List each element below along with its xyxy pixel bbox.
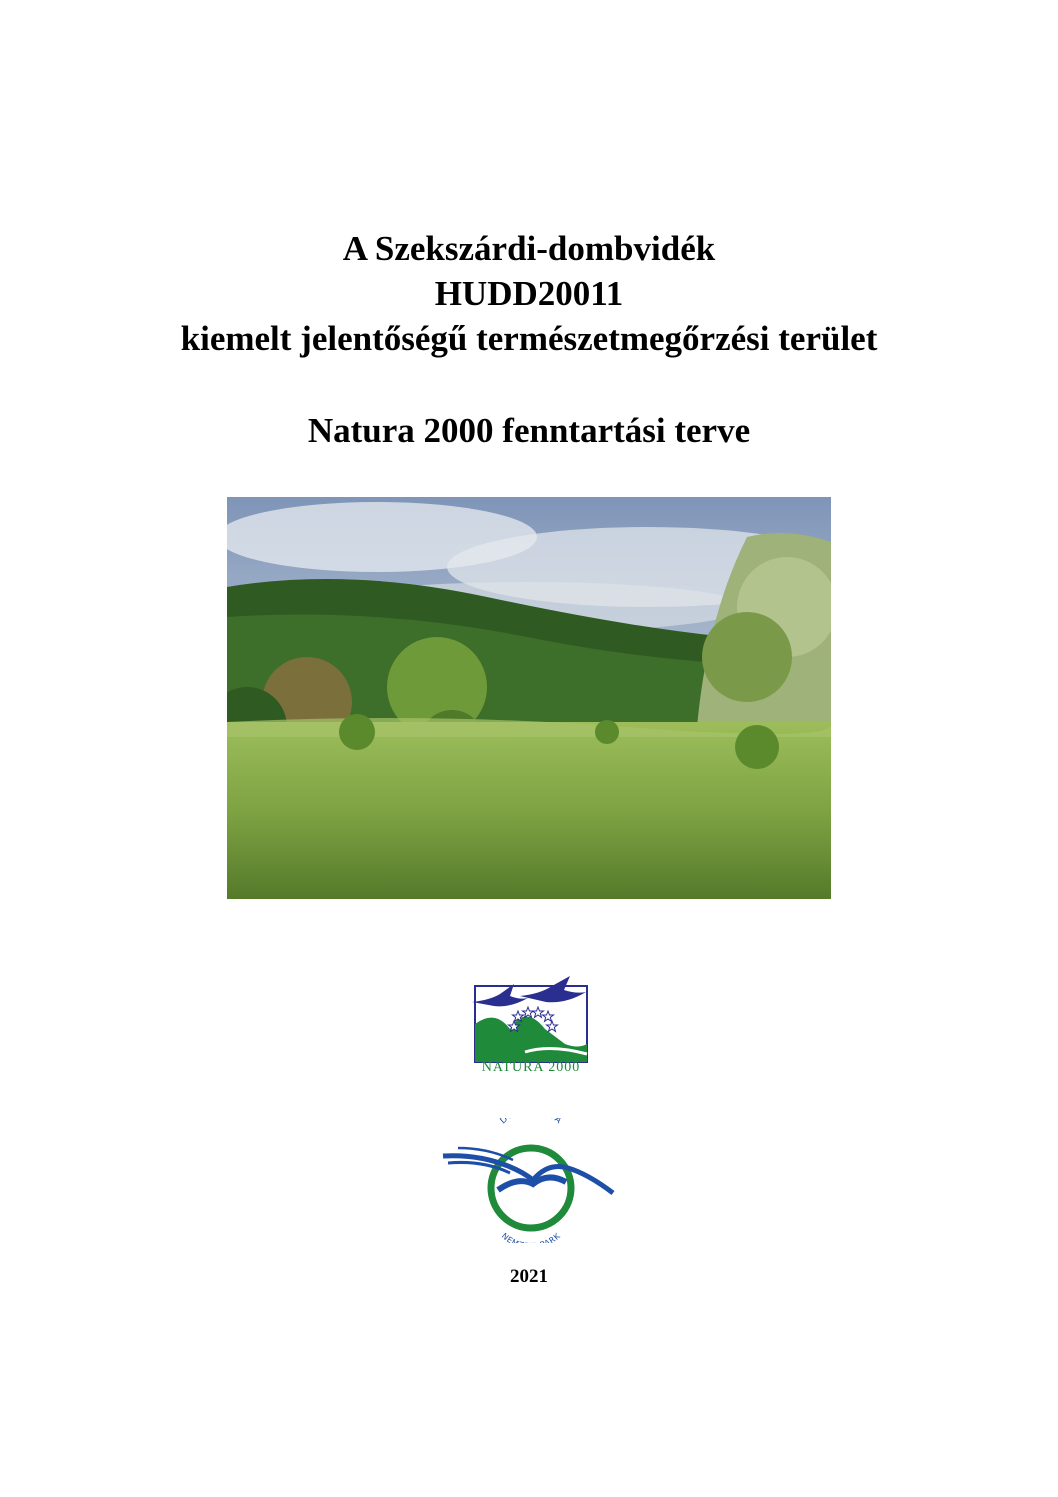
svg-text:NEMZETI PARK	[500, 1231, 562, 1243]
title-line-1: A Szekszárdi-dombvidék	[342, 229, 716, 268]
document-subtitle: Natura 2000 fenntartási terve	[307, 411, 751, 450]
publication-year: 2021	[510, 1266, 548, 1287]
duna-drava-logo-icon	[438, 1118, 623, 1243]
title-line-3: kiemelt jelentőségű természetmegőrzési terület	[180, 319, 878, 358]
natura2000-logo-icon	[470, 974, 592, 1064]
duna-drava-logo	[438, 1118, 623, 1243]
svg-text:DUNA-DRÁVA	[498, 1118, 563, 1126]
ddnp-bottom-text: NE ARK	[499, 1231, 563, 1243]
ddnp-top-text: D A	[498, 1118, 564, 1127]
landscape-photo-icon	[227, 497, 831, 899]
cover-photo	[227, 497, 831, 899]
title-line-2: HUDD20011	[434, 274, 624, 313]
document-title	[0, 226, 1058, 361]
natura2000-logo-text: NATURA 2000	[481, 1060, 581, 1075]
